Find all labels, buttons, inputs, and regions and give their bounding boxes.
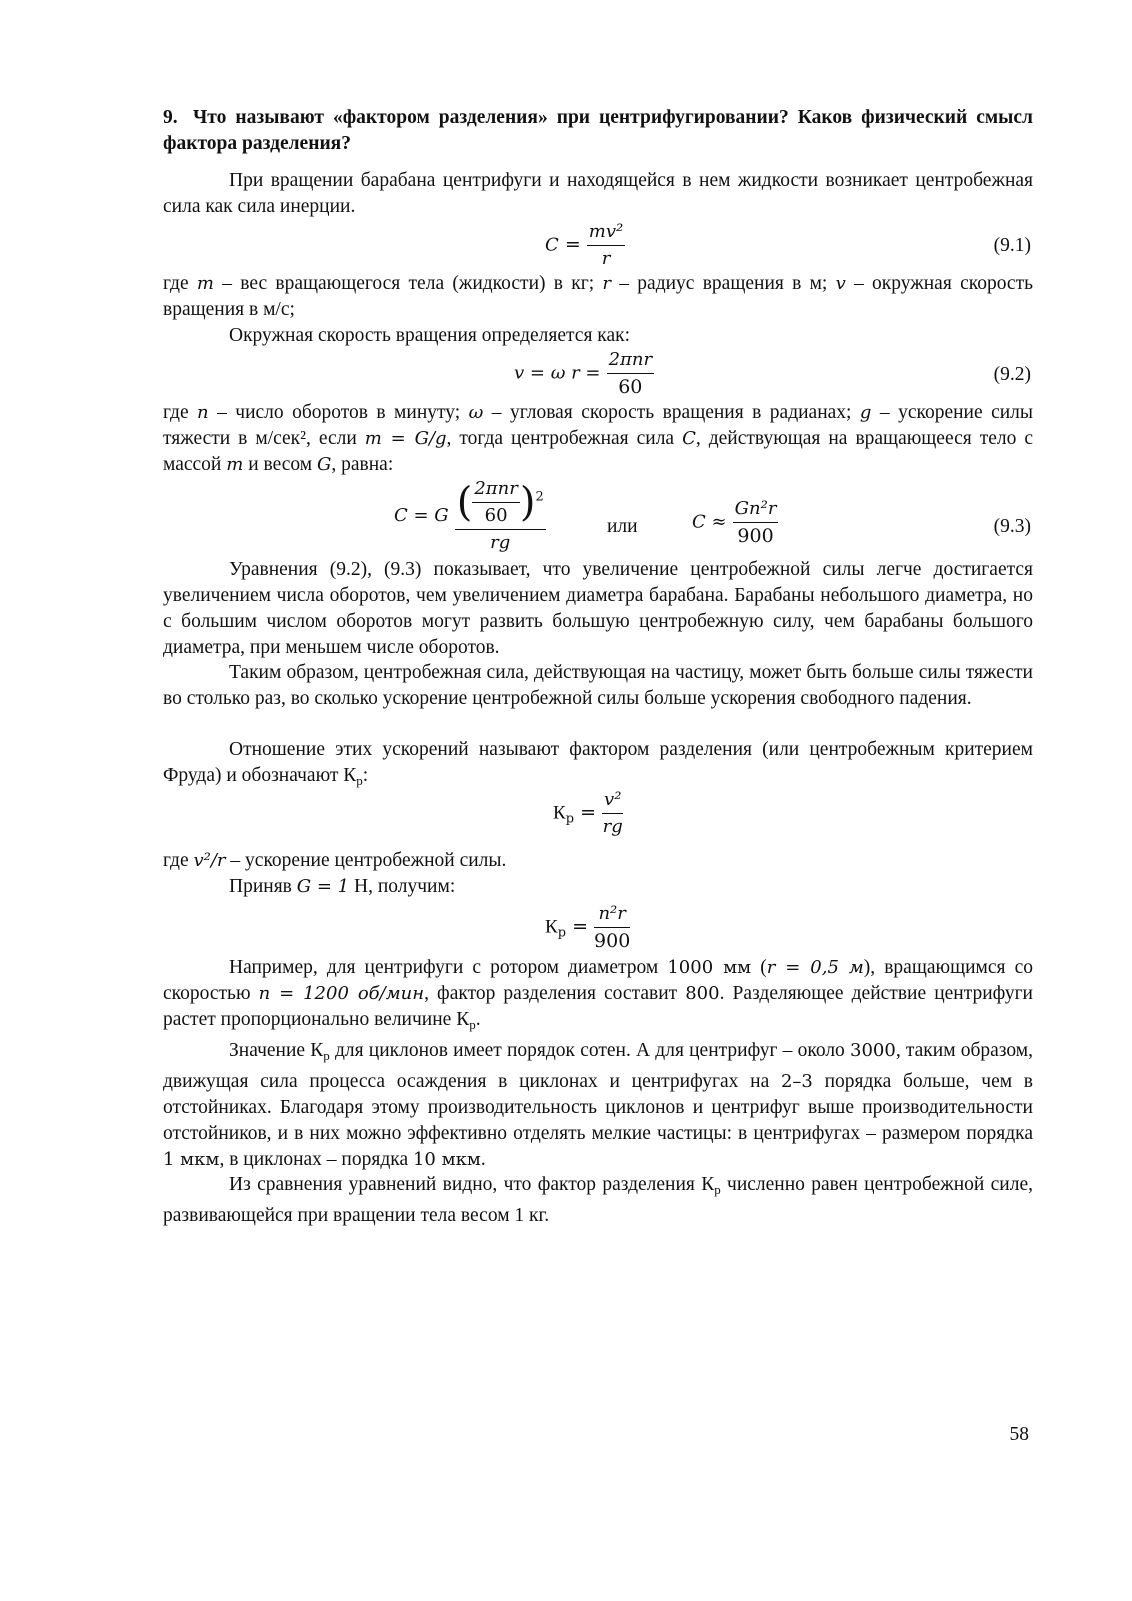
paragraph-cyclones: Значение $К_р$ для циклонов имеет порядок сотен. А для центрифуг – около 3000, таким образом, движущая сила процесса осаждения в циклонах и центрифугах на 2–3 порядка больше, чем в отстойниках. Благодаря этому производительность циклонов и центрифуг выше производительности отстойников, и в них можно эффективно отделять мелкие частицы: в центрифугах – размером порядка 1 мкм, в циклонах – порядка 10 мкм. (163, 1040, 1033, 1170)
fraction: ( $\frac{\text{2πnr}}{60}$ )$^2$ rg (456, 478, 544, 553)
paragraph-assume: Приняв G = 1 Н, получим: (229, 876, 456, 897)
paragraph-velocity-intro: Окружная скорость вращения определяется как: (229, 325, 631, 346)
question-text: Что называют «фактором разделения» при центрифугировании? Каков физический смысл фактора разделения? (163, 107, 1033, 154)
question-number: 9. (163, 107, 178, 128)
equation-label-9-1: (9.1) (993, 235, 1031, 256)
paragraph-acceleration: где v²/r – ускорение центробежной силы. (163, 850, 507, 871)
paragraph-equations-comment: Уравнения (9.2), (9.3) показывает, что увеличение центробежной силы легче достигается увеличением числа оборотов, чем увеличением диаметра барабана. Барабаны небольшого диаметра, но с большим числом оборотов могут развить большую центробежную силу, чем барабаны большого диаметра, при меньшем числе оборотов. (163, 559, 1033, 658)
equation-label-9-2: (9.2) (993, 364, 1031, 385)
equation-9-2: v = ω r = $\frac{\text{2πnr}}{60}$ (514, 349, 653, 398)
equation-9-3-left: C = G ( $\frac{\text{2πnr}}{60}$ )$^2$ rg (394, 478, 544, 553)
paragraph-example: Например, для центрифуги с ротором диаметром 1000 мм (r = 0,5 м), вращающимся со скоростью n = 1200 об/мин, фактор разделения составит 800. Разделяющее действие центрифуги растет пропорционально величине $К_р$. (163, 957, 1033, 1032)
paragraph-final: Из сравнения уравнений видно, что фактор разделения $К_р$ численно равен центробежной силе, развивающейся при вращении тела весом 1 кг. (163, 1174, 1033, 1226)
page-number: 58 (1009, 1424, 1029, 1445)
paragraph-definitions-2: где n – число оборотов в минуту; ω – угловая скорость вращения в радианах; g – ускорение силы тяжести в м/сек², если m = G/g, тогда центробежная сила C, действующая на вращающееся тело с массой m и весом G, равна: (163, 402, 1034, 475)
fraction: $\frac{\text{v²}}{rg}$ (602, 789, 623, 837)
equation-or: или (607, 516, 638, 537)
question-heading (163, 105, 1033, 157)
paragraph-conclusion: Таким образом, центробежная сила, действующая на частицу, может быть больше силы тяжести во столько раз, во сколько ускорение центробежной силы больше ускорения свободного падения. (163, 662, 1033, 709)
equation-label-9-3: (9.3) (993, 516, 1031, 537)
fraction: $\frac{\text{n²r}}{900}$ (594, 903, 631, 952)
equation-9-3-right: C ≈ $\frac{\text{Gn²r}}{900}$ (692, 498, 777, 547)
equation-kp-2: $К_р$ = $\frac{\text{n²r}}{900}$ (545, 903, 631, 952)
paragraph-intro: При вращении барабана центрифуги и находящейся в нем жидкости возникает центробежная сила как сила инерции. (163, 170, 1033, 217)
equation-9-1: C = $\frac{\text{mv²}}{r}$ (545, 221, 624, 269)
fraction: $\frac{\text{Gn²r}}{900}$ (734, 498, 777, 547)
paragraph-ratio: Отношение этих ускорений называют фактором разделения (или центробежным критерием Фруда) и обозначают $К_р$: (163, 739, 1033, 788)
paragraph-definitions-1: где m – вес вращающегося тела (жидкости) в кг; r – радиус вращения в м; v – окружная скорость вращения в м/с; (163, 273, 1034, 320)
fraction: $\frac{\text{mv²}}{r}$ (588, 221, 624, 269)
fraction: $\frac{\text{2πnr}}{60}$ (608, 349, 653, 398)
equation-kp-1: $К_р$ = $\frac{\text{v²}}{rg}$ (553, 789, 623, 837)
